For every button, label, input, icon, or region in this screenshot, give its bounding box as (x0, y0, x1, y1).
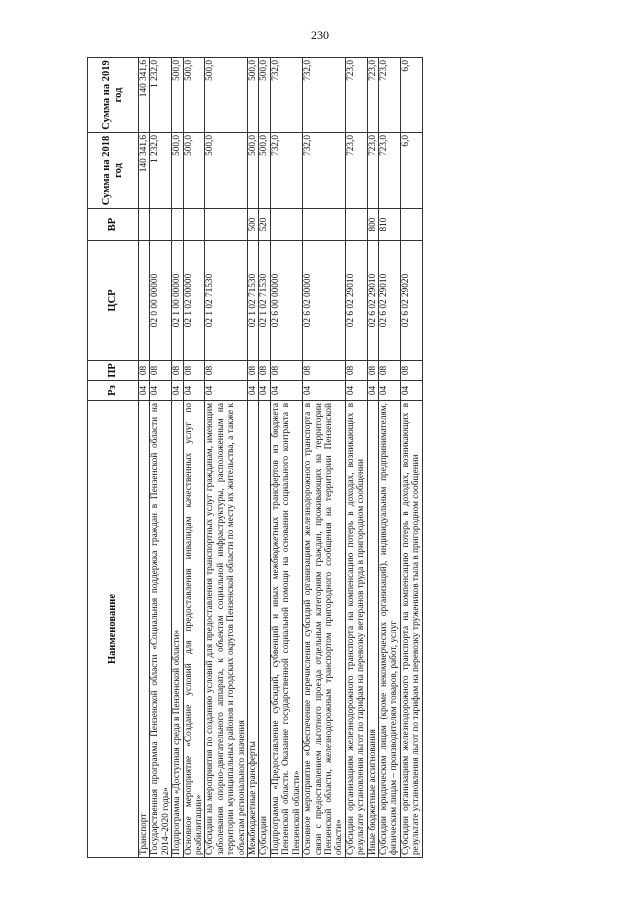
row-vr: 520 (259, 209, 270, 241)
row-pr: 08 (303, 361, 346, 381)
table-row (259, 58, 270, 858)
row-pr: 08 (150, 361, 172, 381)
table-row (367, 58, 378, 858)
row-sum-2019: 723,0 (345, 58, 367, 133)
row-vr: 500 (248, 209, 259, 241)
header-name: Наименование (88, 401, 139, 858)
row-name: Основное мероприятие «Создание условий для предоставления инвалидам качественных услуг по реабилитации» (183, 401, 205, 858)
row-name: Подпрограмма «Доступная среда в Пензенской области» (172, 401, 183, 858)
table-row (172, 58, 183, 858)
row-vr (270, 209, 302, 241)
row-sum-2019: 732,0 (303, 58, 346, 133)
row-csr: 02 6 02 29010 (378, 241, 400, 361)
row-sum-2018: 6,0 (400, 133, 422, 209)
table-row (139, 58, 150, 858)
header-sum-2019: Сумма на 2019 год (88, 58, 139, 133)
row-name: Государственная программа Пензенской области «Социальная поддержка граждан в Пензенской области на 2014–2020 годы» (150, 401, 172, 858)
row-pr: 08 (139, 361, 150, 381)
row-sum-2019: 500,0 (205, 58, 248, 133)
row-vr: 810 (378, 209, 400, 241)
row-name: Субсидии юридическим лицам (кроме некоммерческих организаций), индивидуальным предпринимателям, физическим лицам – производителям товаров, работ, услуг (378, 401, 400, 858)
row-sum-2018: 140 341,6 (139, 133, 150, 209)
row-rz: 04 (248, 381, 259, 401)
row-sum-2018: 500,0 (183, 133, 205, 209)
row-sum-2019: 732,0 (270, 58, 302, 133)
row-sum-2019: 500,0 (172, 58, 183, 133)
row-sum-2019: 6,0 (400, 58, 422, 133)
row-sum-2019: 723,0 (367, 58, 378, 133)
row-sum-2018: 500,0 (259, 133, 270, 209)
row-vr (172, 209, 183, 241)
row-csr: 02 6 02 29010 (367, 241, 378, 361)
row-vr (150, 209, 172, 241)
table-row (150, 58, 172, 858)
table-header-row (88, 58, 139, 858)
header-vr: ВР (88, 209, 139, 241)
page-number: 230 (311, 28, 329, 42)
row-vr (205, 209, 248, 241)
header-csr: ЦСР (88, 241, 139, 361)
row-csr: 02 1 02 71530 (248, 241, 259, 361)
table-rotated-wrapper (87, 58, 612, 858)
row-rz: 04 (139, 381, 150, 401)
row-csr: 02 6 00 00000 (270, 241, 302, 361)
row-vr (139, 209, 150, 241)
row-pr: 08 (400, 361, 422, 381)
table-row (400, 58, 422, 858)
row-vr: 800 (367, 209, 378, 241)
row-rz: 04 (205, 381, 248, 401)
row-sum-2019: 500,0 (259, 58, 270, 133)
budget-table (87, 57, 423, 858)
row-rz: 04 (400, 381, 422, 401)
row-pr: 08 (259, 361, 270, 381)
row-sum-2018: 732,0 (270, 133, 302, 209)
row-name: Подпрограмма «Предоставление субсидий, субвенций и иных межбюджетных трансфертов из бюджета Пензенской области. Оказание государственной социальной помощи на основании социального контракта в Пензенской области» (270, 401, 302, 858)
row-pr: 08 (270, 361, 302, 381)
row-vr (303, 209, 346, 241)
header-rz: Рз (88, 381, 139, 401)
row-sum-2019: 140 341,6 (139, 58, 150, 133)
row-name: Транспорт (139, 401, 150, 858)
row-sum-2018: 723,0 (367, 133, 378, 209)
row-csr: 02 1 02 00000 (183, 241, 205, 361)
row-csr: 02 6 02 29020 (400, 241, 422, 361)
row-sum-2018: 732,0 (303, 133, 346, 209)
row-sum-2019: 1 232,0 (150, 58, 172, 133)
row-name: Субсидии организациям железнодорожного транспорта на компенсацию потерь в доходах, возникающих в результате установления льгот по тарифам на перевозку тружеников тыла в пригородном сообщении (400, 401, 422, 858)
row-sum-2018: 500,0 (205, 133, 248, 209)
row-pr: 08 (367, 361, 378, 381)
row-name: Субсидии организациям железнодорожного транспорта на компенсацию потерь в доходах, возникающих в результате установления льгот по тарифам на перевозку ветеранов труда в пригородном сообщении (345, 401, 367, 858)
header-sum-2018: Сумма на 2018 год (88, 133, 139, 209)
row-sum-2018: 723,0 (378, 133, 400, 209)
row-sum-2019: 723,0 (378, 58, 400, 133)
row-name: Субсидии (259, 401, 270, 858)
row-rz: 04 (303, 381, 346, 401)
row-sum-2018: 500,0 (172, 133, 183, 209)
row-rz: 04 (172, 381, 183, 401)
row-vr (183, 209, 205, 241)
table-row (345, 58, 367, 858)
row-rz: 04 (270, 381, 302, 401)
row-rz: 04 (259, 381, 270, 401)
table-row (303, 58, 346, 858)
row-sum-2019: 500,0 (248, 58, 259, 133)
row-name: Субсидии на мероприятия по созданию условий для предоставления транспортных услуг гражданам, имеющим заболевания опорно-двигательного аппарата, к объектам социальной инфраструктуры, расположенным на территории муниципальных районов и городских округов Пензенской области по месту их жительства, а также к объектам регионального значения (205, 401, 248, 858)
row-pr: 08 (345, 361, 367, 381)
row-sum-2018: 500,0 (248, 133, 259, 209)
row-sum-2018: 723,0 (345, 133, 367, 209)
table-row (378, 58, 400, 858)
row-pr: 08 (378, 361, 400, 381)
row-csr: 02 1 02 71530 (205, 241, 248, 361)
table-row (270, 58, 302, 858)
row-csr (139, 241, 150, 361)
table-row (205, 58, 248, 858)
row-vr (345, 209, 367, 241)
row-name: Межбюджетные трансферты (248, 401, 259, 858)
row-rz: 04 (183, 381, 205, 401)
row-vr (400, 209, 422, 241)
row-rz: 04 (367, 381, 378, 401)
table-body (139, 58, 423, 858)
row-csr: 02 1 02 71530 (259, 241, 270, 361)
row-name: Основное мероприятие «Обеспечение перечисления субсидий организациям железнодорожного транспорта в связи с предоставлением льготного проезда отдельным категориям граждан, проживающих на территории Пензенской области, железнодорожным транспортом пригородного сообщения на территории Пензенской области» (303, 401, 346, 858)
row-csr: 02 1 00 00000 (172, 241, 183, 361)
row-rz: 04 (345, 381, 367, 401)
row-sum-2019: 500,0 (183, 58, 205, 133)
row-pr: 08 (248, 361, 259, 381)
row-csr: 02 6 02 00000 (303, 241, 346, 361)
row-sum-2018: 1 232,0 (150, 133, 172, 209)
header-pr: ПР (88, 361, 139, 381)
row-rz: 04 (150, 381, 172, 401)
table-row (183, 58, 205, 858)
row-csr: 02 0 00 00000 (150, 241, 172, 361)
table-row (248, 58, 259, 858)
row-pr: 08 (172, 361, 183, 381)
row-pr: 08 (183, 361, 205, 381)
row-rz: 04 (378, 381, 400, 401)
row-name: Иные бюджетные ассигнования (367, 401, 378, 858)
row-csr: 02 6 02 29010 (345, 241, 367, 361)
row-pr: 08 (205, 361, 248, 381)
